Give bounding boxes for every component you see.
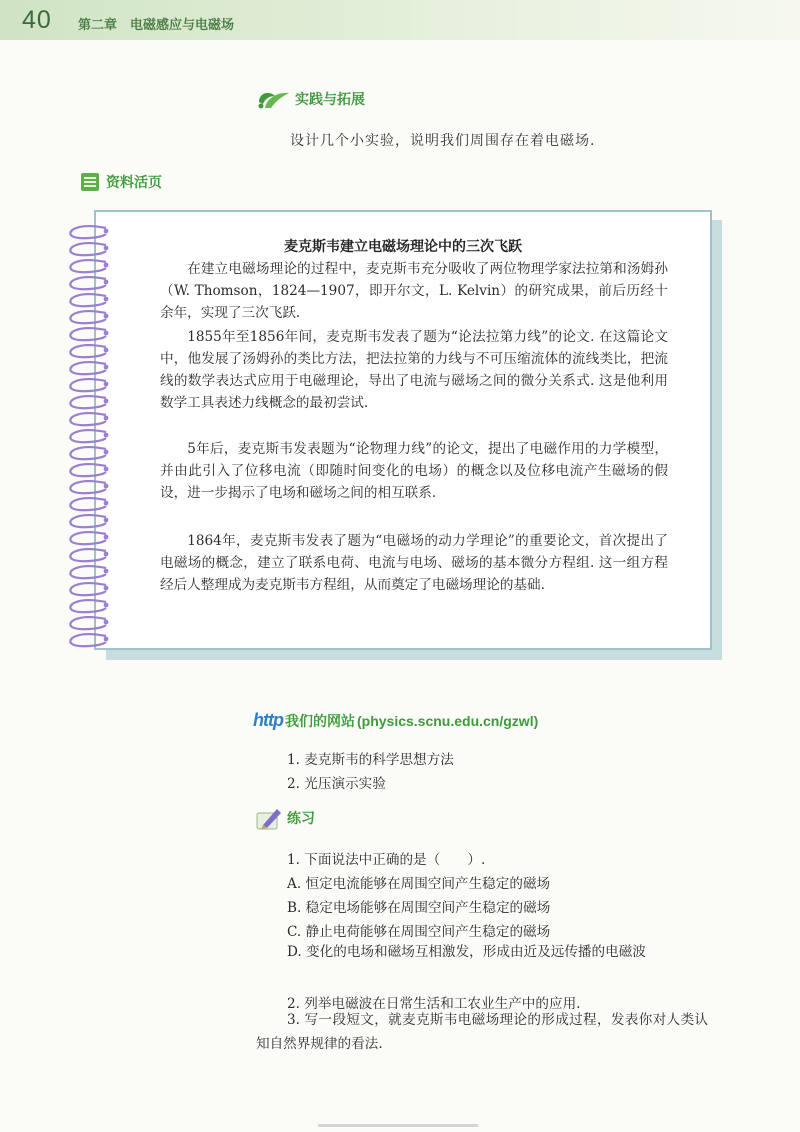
reading-paragraph-2: 1855年至1856年间，麦克斯韦发表了题为“论法拉第力线”的论文. 在这篇论文中，他发展了汤姆孙的类比方法，把法拉第的力线与不可压缩流体的流线类比，把流线的数学表达式应用于电磁理论，导出了电流与磁场之间的微分关系式. 这是他利用数学工具表述力线概念的最初尝试.: [160, 329, 668, 411]
practice-text: 设计几个小实验，说明我们周围存在着电磁场.: [290, 133, 596, 149]
exercise-question-2: 2. 列举电磁波在日常生活和工农业生产中的应用.: [287, 996, 581, 1012]
practice-heading: [255, 88, 365, 110]
reading-paragraph-1: 在建立电磁场理论的过程中，麦克斯韦充分吸收了两位物理学家法拉第和汤姆孙（W. Thomson，1824—1907，即开尔文，L. Kelvin）的研究成果，前后历经十余年，实现了三次飞跃.: [160, 261, 668, 321]
website-heading-label: 我们的网站: [284, 713, 355, 729]
exercise-heading-label: 练习: [287, 810, 315, 826]
exercise-option-c: C. 静止电荷能够在周围空间产生稳定的磁场: [287, 924, 551, 940]
reading-title: 麦克斯韦建立电磁场理论中的三次飞跃: [284, 238, 522, 254]
footer-mark: [318, 1124, 478, 1127]
exercise-question-3: 3. 写一段短文，就麦克斯韦电磁场理论的形成过程，发表你对人类认知自然界规律的看法.: [256, 1012, 708, 1052]
spiral-binding-icon: [62, 220, 112, 650]
pencil-icon: [255, 805, 283, 831]
http-logo-icon: http: [253, 710, 283, 730]
website-item-1: 1. 麦克斯韦的科学思想方法: [287, 752, 454, 768]
website-heading: [253, 710, 538, 731]
website-item-2: 2. 光压演示实验: [287, 776, 386, 792]
reading-paragraph-3: 5年后，麦克斯韦发表题为“论物理力线”的论文，提出了电磁作用的力学模型，并由此引入了位移电流（即随时间变化的电场）的概念以及位移电流产生磁场的假设，进一步揭示了电场和磁场之间的相互联系.: [160, 441, 668, 501]
reading-paragraph-4: 1864年，麦克斯韦发表了题为“电磁场的动力学理论”的重要论文，首次提出了电磁场的概念，建立了联系电荷、电流与电场、磁场的基本微分方程组. 这一组方程经后人整理成为麦克斯韦方程组，从而奠定了电磁场理论的基础.: [160, 533, 668, 593]
exercise-option-b: B. 稳定电场能够在周围空间产生稳定的磁场: [287, 900, 551, 916]
sprout-icon: [255, 88, 291, 110]
document-icon: [80, 172, 100, 192]
website-url[interactable]: (physics.scnu.edu.cn/gzwl): [356, 713, 539, 729]
exercise-option-a: A. 恒定电流能够在周围空间产生稳定的磁场: [287, 876, 551, 892]
exercise-question-1: 1. 下面说法中正确的是（ ）.: [287, 852, 486, 868]
material-heading: [80, 172, 162, 192]
practice-heading-label: 实践与拓展: [295, 91, 365, 107]
exercise-heading: [255, 805, 315, 831]
chapter-title: 第二章 电磁感应与电磁场: [78, 17, 235, 32]
page-number: 40: [22, 6, 52, 34]
exercise-option-d: D. 变化的电场和磁场互相激发，形成由近及远传播的电磁波: [287, 944, 646, 960]
material-heading-label: 资料活页: [106, 174, 162, 190]
